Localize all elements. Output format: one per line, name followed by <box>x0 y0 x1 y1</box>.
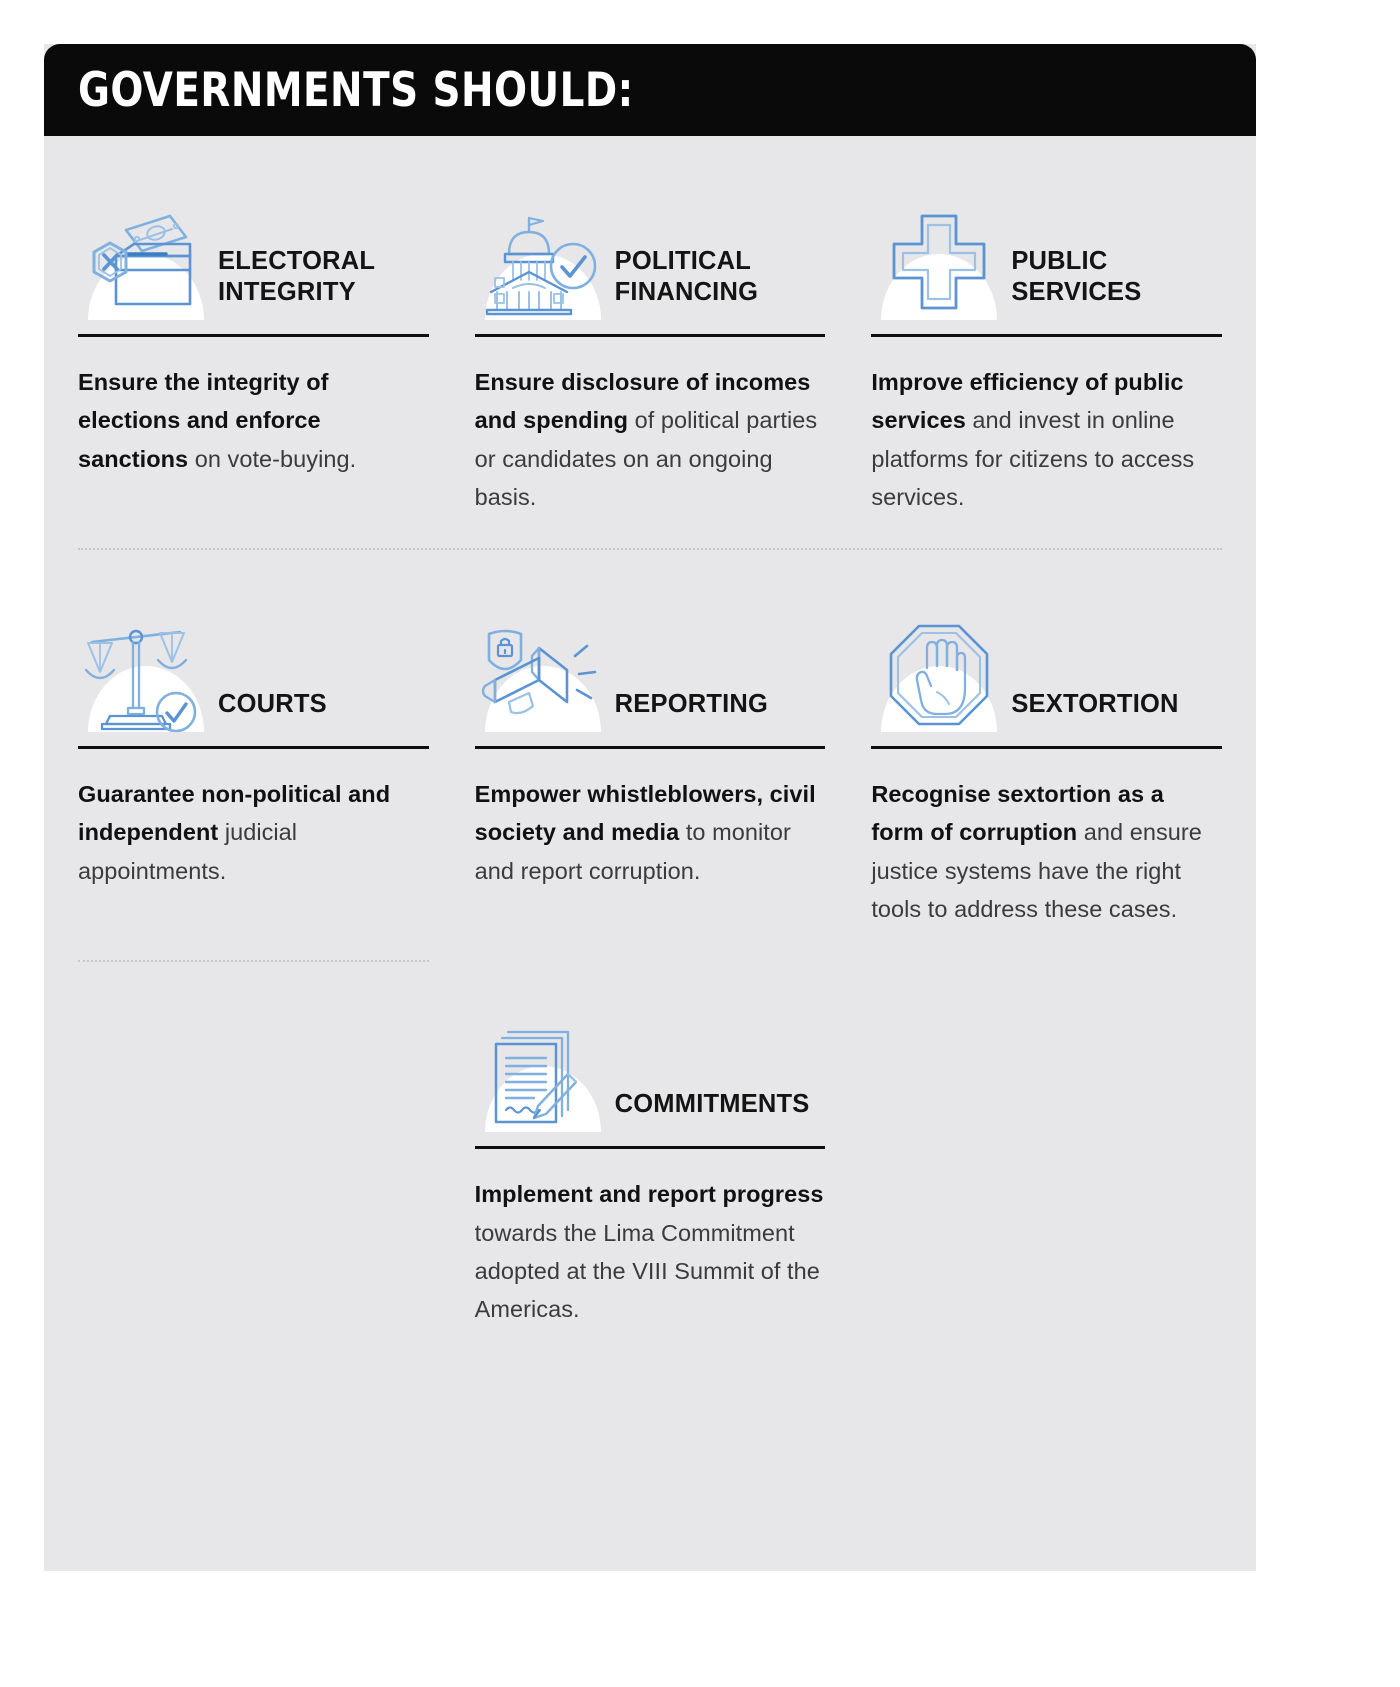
icon-container <box>475 200 611 320</box>
cards-grid <box>44 136 1256 1355</box>
card-body <box>871 363 1222 516</box>
row-divider-1 <box>78 548 1222 550</box>
card-body-bold: Improve efficiency of public services <box>871 369 1184 434</box>
card-body-rest: to monitor and report corruption. <box>474 819 791 884</box>
card-courts <box>78 554 429 954</box>
card-header <box>871 198 1222 320</box>
card-body-bold: Ensure disclosure of incomes and spending <box>474 369 811 434</box>
card-title: ELECTORAL INTEGRITY <box>218 246 375 306</box>
card-header <box>475 610 826 732</box>
card-header <box>475 1010 826 1132</box>
megaphone-shield-lock-icon <box>479 622 607 732</box>
card-divider <box>475 746 826 749</box>
card-body <box>871 775 1222 928</box>
card-divider <box>475 1146 826 1149</box>
card-body-rest: on vote-buying. <box>188 445 357 472</box>
icon-container <box>475 1012 611 1132</box>
card-divider <box>871 334 1222 337</box>
card-body-rest: of political parties or candidates on an ongoing basis. <box>474 407 818 510</box>
card-title: COURTS <box>218 690 327 719</box>
government-building-check-icon <box>481 210 605 320</box>
card-body-rest: and invest in online platforms for citizens to access services. <box>871 407 1195 510</box>
icon-container <box>78 200 214 320</box>
card-body <box>78 363 429 478</box>
card-divider <box>78 334 429 337</box>
scales-of-justice-check-icon <box>84 620 208 732</box>
card-body-bold: Guarantee non-political and independent <box>78 781 391 846</box>
card-body <box>475 775 826 890</box>
icon-container <box>78 612 214 732</box>
card-body <box>475 363 826 516</box>
medical-cross-icon <box>884 212 994 320</box>
card-body-bold: Recognise sextortion as a form of corruption <box>871 781 1164 846</box>
card-header <box>871 610 1222 732</box>
card-body-rest: towards the Lima Commitment adopted at the VIII Summit of the Americas. <box>474 1219 820 1323</box>
header-bar <box>44 44 1256 136</box>
signed-documents-pen-icon <box>484 1020 602 1132</box>
card-divider <box>475 334 826 337</box>
card-body-rest: and ensure justice systems have the right tools to address these cases. <box>871 819 1202 923</box>
stop-hand-icon <box>883 622 995 732</box>
card-title: PUBLIC SERVICES <box>1011 246 1142 306</box>
card-body-bold: Ensure the integrity of elections and enforce sanctions <box>78 369 329 472</box>
card-reporting <box>475 554 826 954</box>
card-title: SEXTORTION <box>1011 690 1179 719</box>
icon-container <box>871 612 1007 732</box>
card-commitments <box>475 954 826 1354</box>
card-divider <box>871 746 1222 749</box>
card-body <box>475 1175 826 1328</box>
icon-container <box>475 612 611 732</box>
card-header <box>78 198 429 320</box>
card-body-bold: Empower whistleblowers, civil society and media <box>474 781 816 846</box>
card-body <box>78 775 429 890</box>
card-body-rest: judicial appointments. <box>78 819 298 884</box>
card-sextortion <box>871 554 1222 954</box>
card-header <box>78 610 429 732</box>
icon-container <box>871 200 1007 320</box>
card-electoral-integrity <box>78 136 429 542</box>
row-divider-2 <box>78 960 429 962</box>
card-title: POLITICAL FINANCING <box>614 246 759 306</box>
card-public-services <box>871 136 1222 542</box>
page-title: GOVERNMENTS SHOULD: <box>78 62 634 118</box>
card-header <box>475 198 826 320</box>
card-title: COMMITMENTS <box>614 1090 810 1119</box>
card-divider <box>78 746 429 749</box>
card-body-bold: Implement and report progress <box>474 1181 824 1208</box>
card-title: REPORTING <box>614 690 769 719</box>
ballot-box-icon <box>84 212 208 320</box>
card-political-financing <box>475 136 826 542</box>
